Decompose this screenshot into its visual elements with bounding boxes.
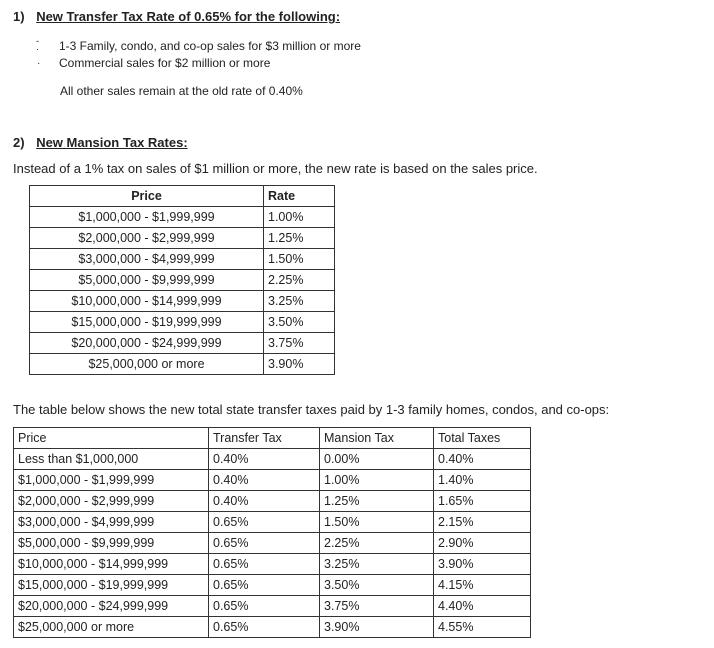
table-row: [14, 554, 531, 575]
price-cell: Less than $1,000,000: [14, 449, 209, 470]
table-row: [30, 312, 335, 333]
rate-cell: 3.25%: [264, 291, 335, 312]
total-taxes-cell: 2.90%: [434, 533, 531, 554]
price-cell: $10,000,000 - $14,999,999: [30, 291, 264, 312]
rate-cell: 1.50%: [264, 249, 335, 270]
transfer-tax-cell: 0.65%: [209, 533, 320, 554]
bullet-marker-icon: - ·: [36, 36, 39, 54]
price-cell: $15,000,000 - $19,999,999: [14, 575, 209, 596]
table-row: [14, 512, 531, 533]
column-header-transfer-tax: Transfer Tax: [209, 428, 320, 449]
price-cell: $2,000,000 - $2,999,999: [30, 228, 264, 249]
table-row: [30, 354, 335, 375]
bullet-dot-icon: ·: [37, 58, 41, 69]
transfer-tax-cell: 0.65%: [209, 575, 320, 596]
price-cell: $25,000,000 or more: [30, 354, 264, 375]
price-cell: $15,000,000 - $19,999,999: [30, 312, 264, 333]
rate-cell: 3.50%: [264, 312, 335, 333]
mansion-tax-cell: 3.75%: [320, 596, 434, 617]
mansion-tax-cell: 0.00%: [320, 449, 434, 470]
mansion-tax-cell: 3.90%: [320, 617, 434, 638]
table-row: [14, 533, 531, 554]
total-taxes-cell: 3.90%: [434, 554, 531, 575]
column-header-total-taxes: Total Taxes: [434, 428, 531, 449]
rate-cell: 3.90%: [264, 354, 335, 375]
mansion-tax-cell: 1.00%: [320, 470, 434, 491]
column-header-rate: Rate: [264, 186, 335, 207]
price-cell: $20,000,000 - $24,999,999: [30, 333, 264, 354]
price-cell: $3,000,000 - $4,999,999: [30, 249, 264, 270]
total-taxes-cell: 2.15%: [434, 512, 531, 533]
table-row: [14, 470, 531, 491]
transfer-tax-cell: 0.65%: [209, 596, 320, 617]
table-row: [14, 449, 531, 470]
rate-cell: 1.25%: [264, 228, 335, 249]
total-taxes-cell: 4.55%: [434, 617, 531, 638]
section2-title: New Mansion Tax Rates:: [36, 135, 188, 150]
price-cell: $20,000,000 - $24,999,999: [14, 596, 209, 617]
mansion-tax-cell: 1.25%: [320, 491, 434, 512]
price-cell: $2,000,000 - $2,999,999: [14, 491, 209, 512]
mansion-tax-table: [29, 185, 335, 375]
section1-number: 1): [13, 9, 25, 24]
section3-intro: The table below shows the new total state transfer taxes paid by 1-3 family homes, condos, and co-ops:: [13, 402, 610, 417]
table-row: [30, 207, 335, 228]
table-row: [14, 491, 531, 512]
total-taxes-cell: 1.65%: [434, 491, 531, 512]
section1-title: New Transfer Tax Rate of 0.65% for the following:: [36, 9, 341, 24]
transfer-tax-cell: 0.65%: [209, 554, 320, 575]
price-cell: $1,000,000 - $1,999,999: [14, 470, 209, 491]
price-cell: $1,000,000 - $1,999,999: [30, 207, 264, 228]
transfer-tax-cell: 0.40%: [209, 491, 320, 512]
column-header-mansion-tax: Mansion Tax: [320, 428, 434, 449]
mansion-tax-cell: 1.50%: [320, 512, 434, 533]
table-row: [30, 333, 335, 354]
rate-cell: 2.25%: [264, 270, 335, 291]
table-header-row: [14, 428, 531, 449]
rate-cell: 3.75%: [264, 333, 335, 354]
price-cell: $5,000,000 - $9,999,999: [14, 533, 209, 554]
price-cell: $25,000,000 or more: [14, 617, 209, 638]
section1-note: All other sales remain at the old rate of 0.40%: [60, 84, 303, 98]
section1-heading: [13, 9, 340, 24]
table-row: [14, 596, 531, 617]
total-taxes-cell: 4.40%: [434, 596, 531, 617]
total-taxes-cell: 0.40%: [434, 449, 531, 470]
price-cell: $3,000,000 - $4,999,999: [14, 512, 209, 533]
total-taxes-cell: 1.40%: [434, 470, 531, 491]
table-row: [14, 575, 531, 596]
section2-intro: Instead of a 1% tax on sales of $1 million or more, the new rate is based on the sales price.: [13, 161, 538, 176]
mansion-tax-cell: 2.25%: [320, 533, 434, 554]
table-row: [14, 617, 531, 638]
table-row: [30, 270, 335, 291]
transfer-tax-cell: 0.40%: [209, 449, 320, 470]
section2-number: 2): [13, 135, 25, 150]
total-taxes-cell: 4.15%: [434, 575, 531, 596]
price-cell: $5,000,000 - $9,999,999: [30, 270, 264, 291]
total-taxes-table: [13, 427, 531, 638]
mansion-tax-cell: 3.25%: [320, 554, 434, 575]
table-row: [30, 228, 335, 249]
rate-cell: 1.00%: [264, 207, 335, 228]
section2-heading: [13, 135, 188, 150]
table-row: [30, 249, 335, 270]
column-header-price: Price: [14, 428, 209, 449]
column-header-price: Price: [30, 186, 264, 207]
mansion-tax-cell: 3.50%: [320, 575, 434, 596]
transfer-tax-cell: 0.65%: [209, 617, 320, 638]
transfer-tax-cell: 0.65%: [209, 512, 320, 533]
table-row: [30, 291, 335, 312]
table-header-row: [30, 186, 335, 207]
bullet-item-2: Commercial sales for $2 million or more: [59, 56, 271, 70]
bullet-item-1: 1-3 Family, condo, and co-op sales for $3 million or more: [59, 39, 361, 53]
price-cell: $10,000,000 - $14,999,999: [14, 554, 209, 575]
transfer-tax-cell: 0.40%: [209, 470, 320, 491]
